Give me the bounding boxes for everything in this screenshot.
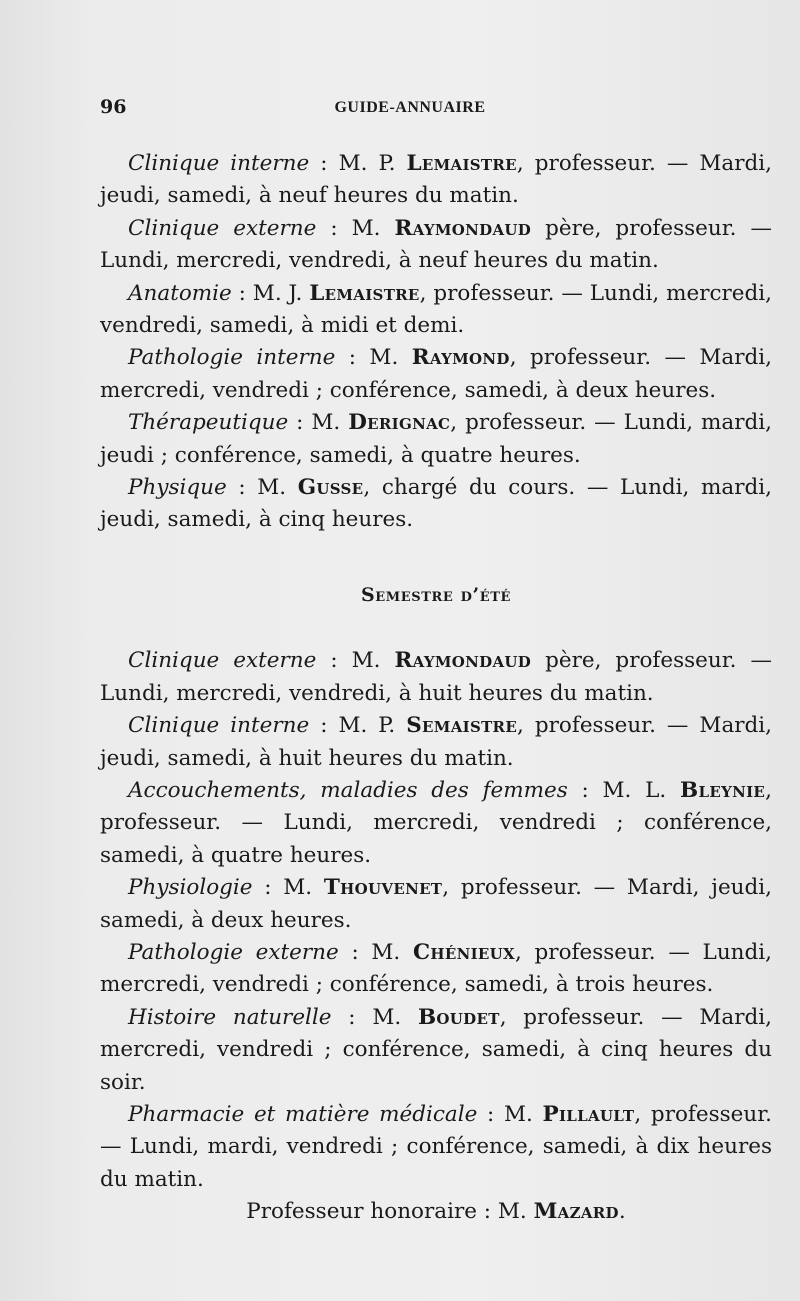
entry-prefix: : M. [477, 1101, 543, 1127]
entry-details: père, professeur. — Lundi, mercredi, vendredi, à huit heures du matin. [100, 648, 772, 706]
entry-details: père, professeur. — Lundi, mercredi, vendredi, à neuf heures du matin. [100, 215, 772, 274]
professor-name: Raymond [411, 345, 510, 371]
winter-course-list [100, 148, 772, 537]
entry-prefix: : M. [288, 410, 349, 436]
course-entry [100, 1002, 772, 1099]
entry-details: , professeur. — Mardi, mercredi, vendredi ; conférence, samedi, à cinq heures du soir. [100, 1004, 772, 1095]
course-entry [100, 775, 772, 872]
professor-name: Raymondaud [394, 215, 532, 241]
honorary-professor-name: Mazard [533, 1199, 619, 1225]
entry-prefix: : M. [331, 1004, 418, 1030]
entry-prefix: : M. [316, 215, 395, 241]
course-entry [100, 213, 772, 278]
course-entry [100, 148, 772, 213]
entry-details: , professeur. — Mardi, mercredi, vendredi ; conférence, samedi, à deux heures. [100, 345, 772, 403]
entry-details: , professeur. — Lundi, mercredi, vendredi ; conférence, samedi, à trois heures. [100, 939, 772, 998]
course-name: Pathologie externe [128, 939, 339, 965]
closing-prefix: Professeur honoraire : M. [246, 1199, 534, 1225]
course-entry [100, 278, 772, 343]
running-head: GUIDE-ANNUAIRE [334, 99, 486, 116]
page-number: 96 [100, 96, 127, 118]
entry-prefix: : M. J. [231, 280, 310, 306]
entry-details: , professeur. — Lundi, mardi, vendredi ; conférence, samedi, à dix heures du matin. [100, 1101, 772, 1192]
entry-prefix: : M. [226, 475, 298, 501]
course-name: Thérapeutique [128, 410, 289, 436]
entry-prefix: : M. [252, 875, 324, 901]
course-entry [100, 710, 772, 775]
entry-details: , chargé du cours. — Lundi, mardi, jeudi, samedi, à cinq heures. [100, 475, 772, 533]
professor-name: Raymondaud [394, 648, 532, 674]
entry-prefix: : M. [338, 939, 413, 965]
page-header [100, 96, 720, 120]
course-name: Pathologie interne [128, 345, 336, 371]
course-entry [100, 645, 772, 710]
course-name: Clinique interne [128, 151, 310, 176]
summer-course-list [100, 645, 772, 1196]
entry-details: , professeur. — Lundi, mardi, jeudi ; conférence, samedi, à quatre heures. [100, 410, 772, 468]
course-name: Clinique interne [128, 713, 310, 739]
professor-name: Gusse [297, 475, 364, 501]
course-entry [100, 872, 772, 937]
course-name: Physiologie [128, 875, 253, 901]
entry-prefix: : M. [335, 345, 412, 371]
professor-name: Derignac [348, 410, 451, 436]
honorary-professor-line [100, 1196, 772, 1228]
course-entry [100, 407, 772, 472]
page-body [100, 148, 772, 1229]
entry-prefix: : M. P. [309, 151, 407, 176]
course-name: Physique [128, 475, 227, 501]
section-title-summer: Semestre d’été [360, 583, 512, 606]
entry-prefix: : M. L. [567, 777, 681, 803]
course-name: Clinique externe [128, 648, 317, 674]
professor-name: Boudet [417, 1004, 500, 1030]
entry-details: , professeur. — Mardi, jeudi, samedi, à huit heures du matin. [100, 713, 773, 771]
course-entry [100, 472, 772, 537]
course-name: Histoire naturelle [128, 1004, 332, 1030]
course-name: Accouchements, maladies des femmes [128, 777, 568, 803]
professor-name: Thouvenet [323, 875, 443, 901]
course-name: Clinique externe [128, 215, 317, 241]
course-entry [100, 937, 772, 1002]
entry-details: , professeur. — Mardi, jeudi, samedi, à neuf heures du matin. [100, 151, 773, 209]
course-entry [100, 342, 772, 407]
closing-suffix: . [618, 1199, 626, 1225]
entry-details: , professeur. — Mardi, jeudi, samedi, à deux heures. [100, 875, 772, 933]
entry-details: , professeur. — Lundi, mercredi, vendredi ; conférence, samedi, à quatre heures. [100, 777, 772, 868]
entry-details: , professeur. — Lundi, mercredi, vendredi, samedi, à midi et demi. [100, 280, 772, 339]
course-name: Pharmacie et matière médicale [128, 1101, 478, 1127]
professor-name: Lemaistre [309, 280, 420, 306]
professor-name: Bleynie [680, 777, 766, 803]
entry-prefix: : M. P. [309, 713, 407, 739]
entry-prefix: : M. [316, 648, 395, 674]
professor-name: Semaistre [406, 713, 518, 739]
professor-name: Chénieux [412, 939, 515, 965]
professor-name: Lemaistre [406, 151, 517, 176]
professor-name: Pillault [542, 1101, 635, 1127]
course-entry [100, 1099, 772, 1196]
course-name: Anatomie [128, 280, 232, 306]
